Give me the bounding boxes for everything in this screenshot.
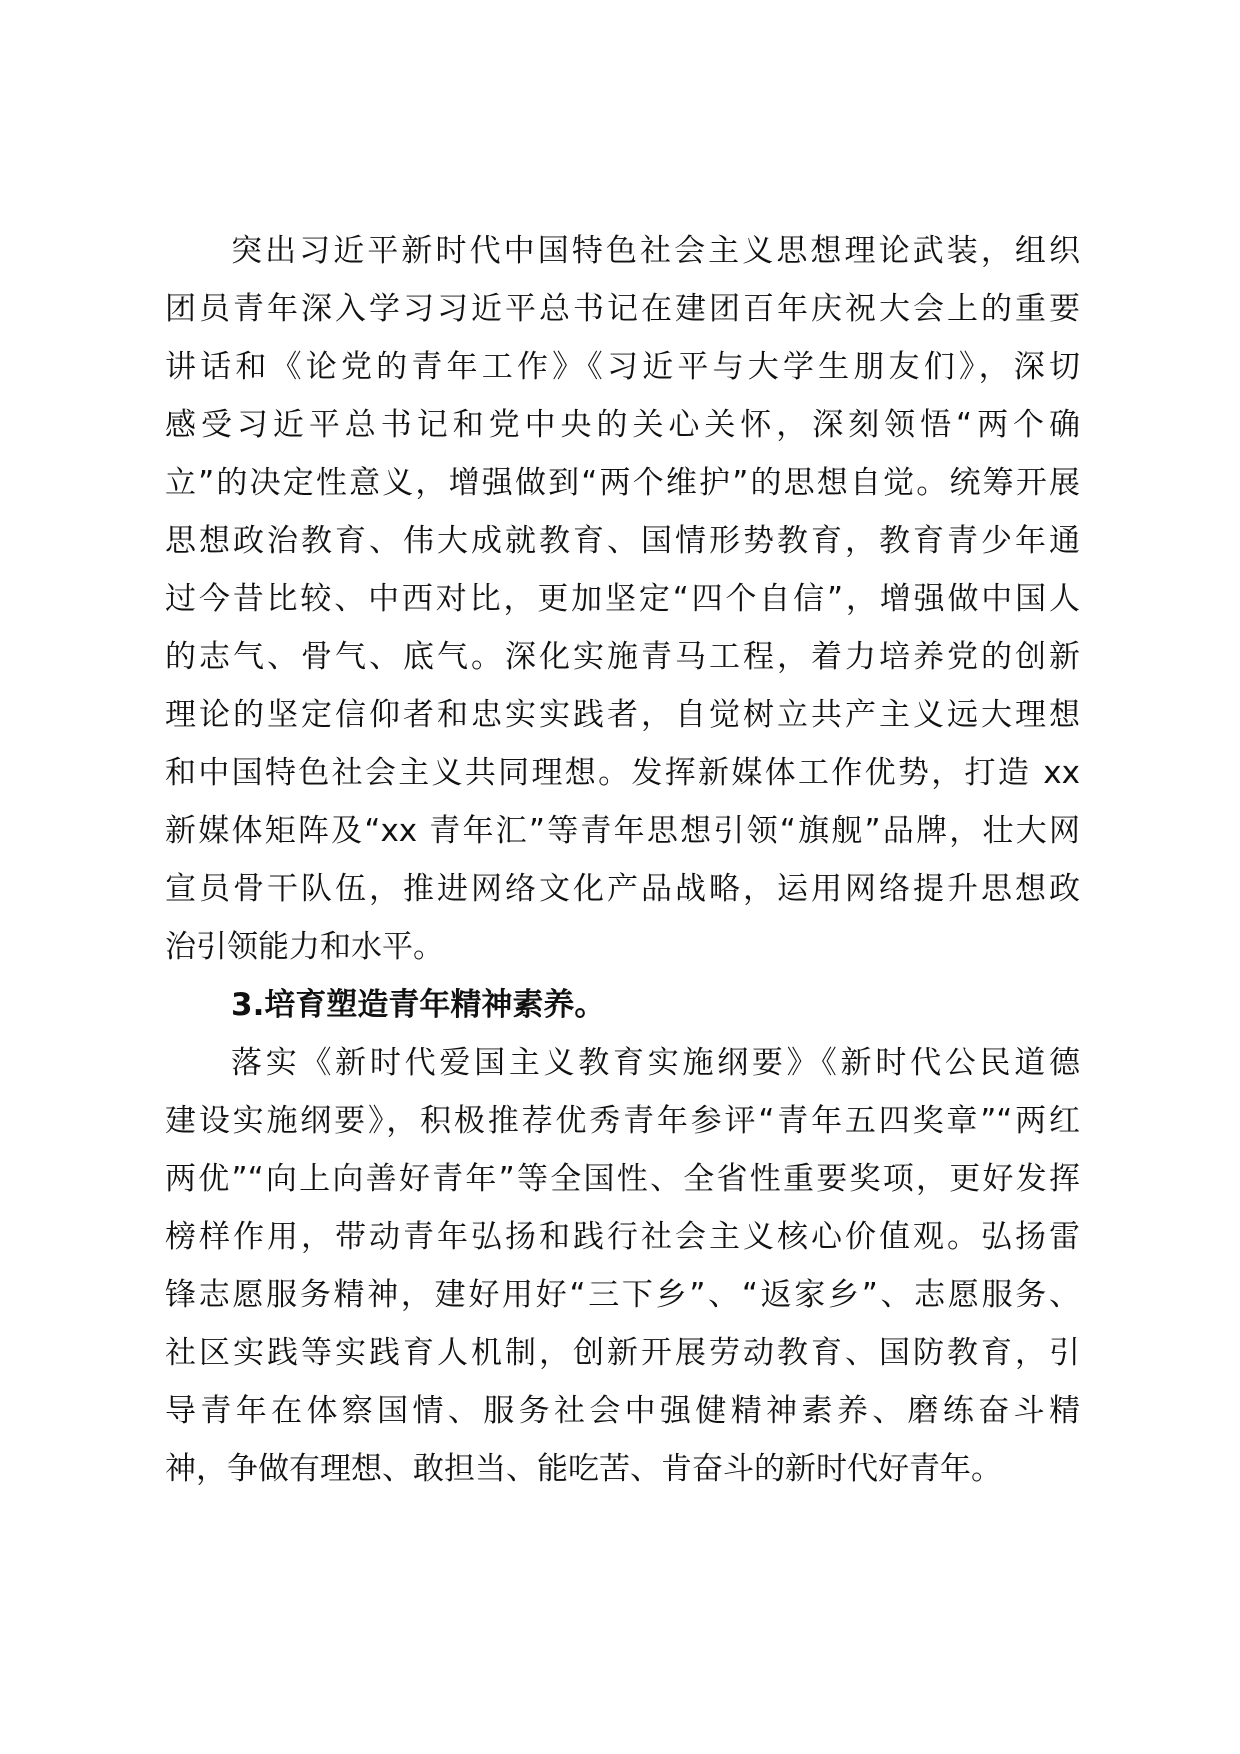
paragraph-line: 讲话和《论党的青年工作》《习近平与大学生朋友们》，深切 [165,349,1080,385]
paragraph-line: 立”的决定性意义，增强做到“两个维护”的思想自觉。统筹开展 [165,465,1080,501]
paragraph-line: 社区实践等实践育人机制，创新开展劳动教育、国防教育，引 [165,1335,1080,1371]
paragraph-line: 感受习近平总书记和党中央的关心关怀，深刻领悟“两个确 [165,407,1080,443]
paragraph-line: 导青年在体察国情、服务社会中强健精神素养、磨练奋斗精 [165,1393,1080,1429]
document-body [165,222,1080,1498]
paragraph-line: 团员青年深入学习习近平总书记在建团百年庆祝大会上的重要 [165,291,1080,327]
paragraph-spiritual-literacy [165,1034,1080,1498]
paragraph-line: 理论的坚定信仰者和忠实实践者，自觉树立共产主义远大理想 [165,697,1080,733]
paragraph-line: 思想政治教育、伟大成就教育、国情形势教育，教育青少年通 [165,523,1080,559]
paragraph-line: 治引领能力和水平。 [165,929,444,965]
paragraph-line: 神，争做有理想、敢担当、能吃苦、肯奋斗的新时代好青年。 [165,1451,1002,1487]
paragraph-line: 过今昔比较、中西对比，更加坚定“四个自信”，增强做中国人 [165,581,1080,617]
paragraph-line: 和中国特色社会主义共同理想。发挥新媒体工作优势，打造 xx [165,755,1080,791]
paragraph-line: 新媒体矩阵及“xx 青年汇”等青年思想引领“旗舰”品牌，壮大网 [165,813,1080,849]
section-heading: 3.培育塑造青年精神素养。 [231,987,606,1023]
paragraph-line: 两优”“向上向善好青年”等全国性、全省性重要奖项，更好发挥 [165,1161,1080,1197]
paragraph-line: 宣员骨干队伍，推进网络文化产品战略，运用网络提升思想政 [165,871,1080,907]
paragraph-line: 锋志愿服务精神，建好用好“三下乡”、“返家乡”、志愿服务、 [165,1277,1080,1313]
paragraph-line: 的志气、骨气、底气。深化实施青马工程，着力培养党的创新 [165,639,1080,675]
paragraph-ideological-guidance [165,222,1080,976]
paragraph-line: 突出习近平新时代中国特色社会主义思想理论武装，组织 [231,233,1080,269]
paragraph-line: 榜样作用，带动青年弘扬和践行社会主义核心价值观。弘扬雷 [165,1219,1080,1255]
paragraph-line: 落实《新时代爱国主义教育实施纲要》《新时代公民道德 [231,1045,1080,1081]
paragraph-line: 建设实施纲要》，积极推荐优秀青年参评“青年五四奖章”“两红 [165,1103,1080,1139]
